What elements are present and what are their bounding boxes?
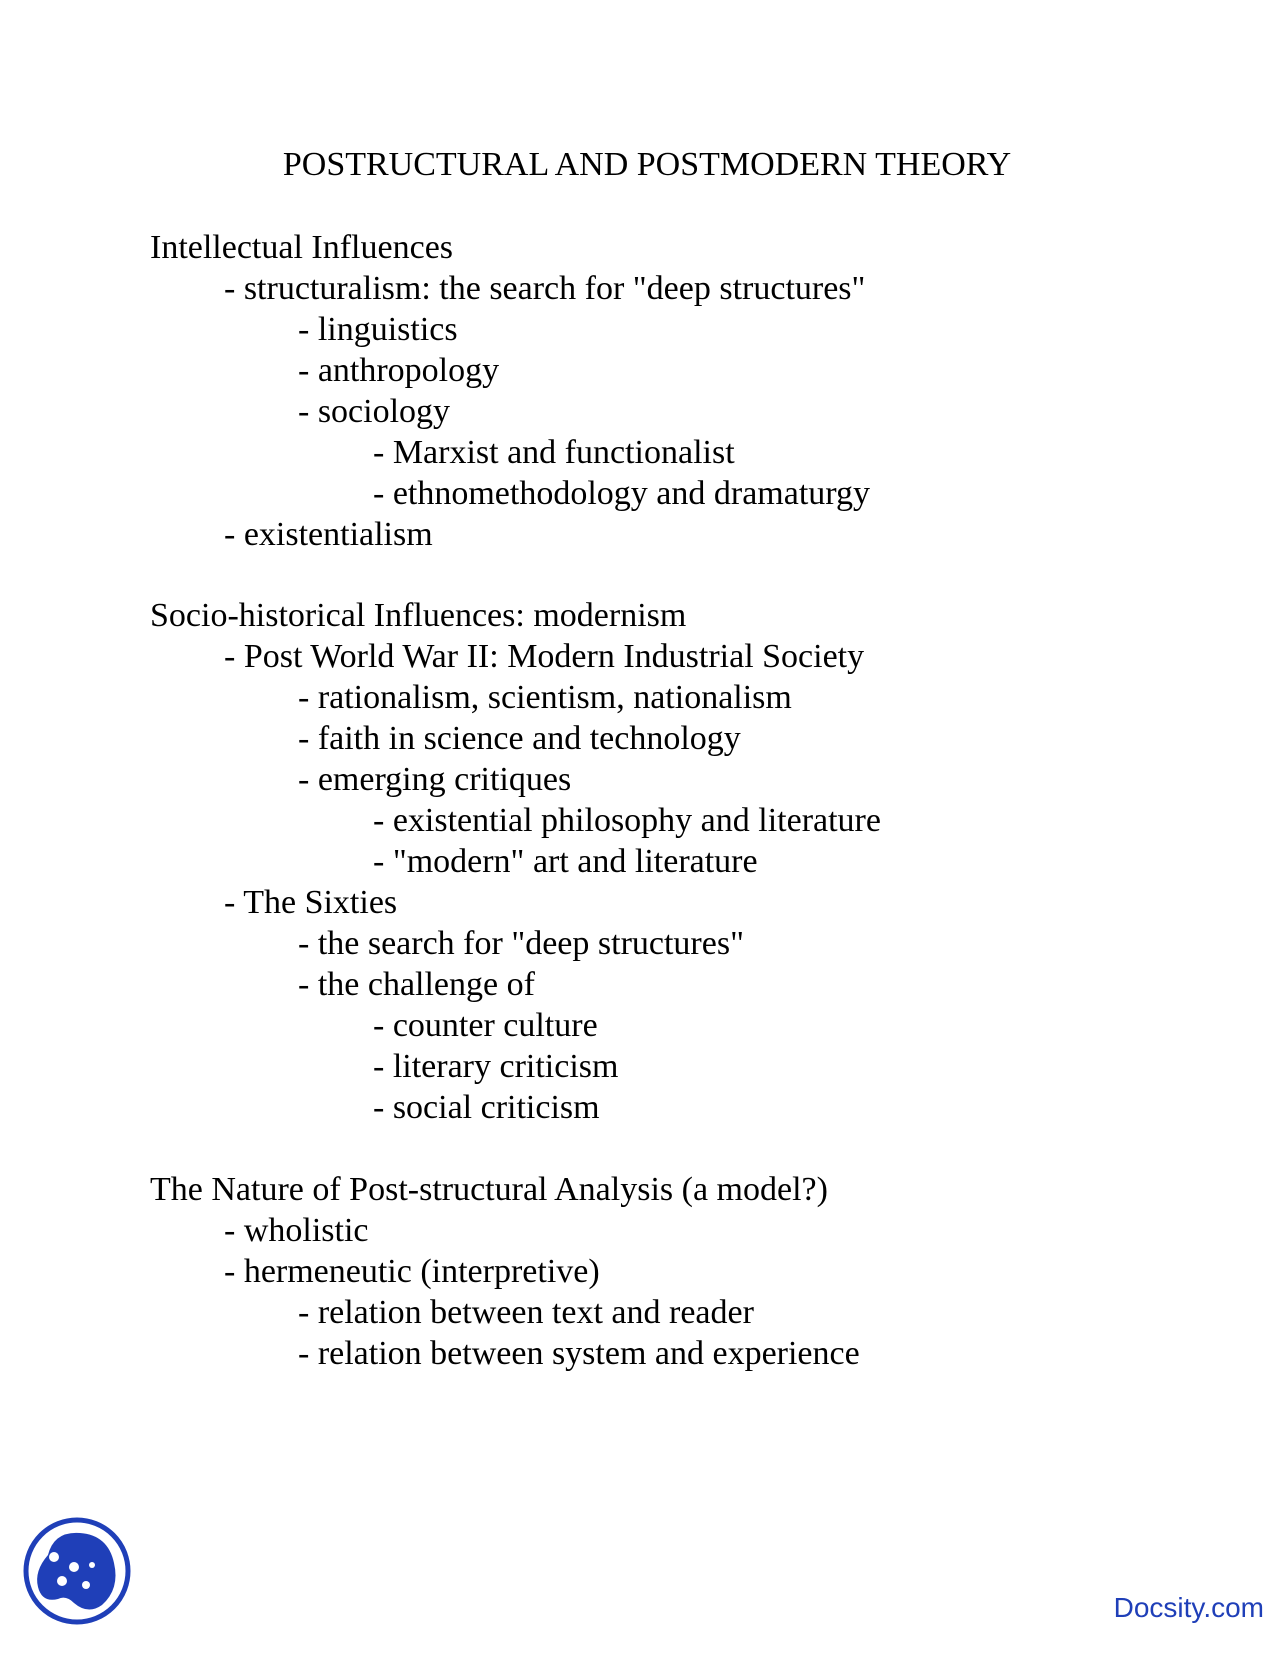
outline-item: - hermeneutic (interpretive) <box>224 1253 600 1290</box>
outline-item: - relation between text and reader <box>298 1294 754 1331</box>
section-heading: The Nature of Post-structural Analysis (a model?) <box>150 1171 828 1208</box>
outline-item: - rationalism, scientism, nationalism <box>298 679 792 716</box>
outline-item: - literary criticism <box>373 1048 619 1085</box>
outline-item: - existential philosophy and literature <box>373 802 881 839</box>
outline-item: - relation between system and experience <box>298 1335 860 1372</box>
section-heading: Intellectual Influences <box>150 229 454 266</box>
outline-item: - structuralism: the search for "deep structures" <box>224 270 866 307</box>
outline-item: - linguistics <box>298 311 458 348</box>
outline-item: - Marxist and functionalist <box>373 434 735 471</box>
document-title: POSTRUCTURAL AND POSTMODERN THEORY <box>282 146 1012 183</box>
outline-item: - emerging critiques <box>298 761 572 798</box>
section-heading: Socio-historical Influences: modernism <box>150 597 687 634</box>
outline-item: - Post World War II: Modern Industrial Society <box>224 638 865 675</box>
outline-item: - social criticism <box>373 1089 600 1126</box>
outline-item: - existentialism <box>224 516 433 553</box>
docsity-brand-link[interactable]: Docsity.com <box>1113 1592 1264 1623</box>
outline-item: - "modern" art and literature <box>373 843 758 880</box>
outline-item: - the challenge of <box>298 966 535 1003</box>
outline-item: - faith in science and technology <box>298 720 741 757</box>
outline-item: - wholistic <box>224 1212 369 1249</box>
outline-item: - the search for "deep structures" <box>298 925 744 962</box>
docsity-logo-icon[interactable] <box>22 1515 132 1627</box>
outline-item: - sociology <box>298 393 451 430</box>
outline-item: - anthropology <box>298 352 500 389</box>
outline-item: - ethnomethodology and dramaturgy <box>373 475 870 512</box>
outline-item: - The Sixties <box>224 884 398 921</box>
outline-item: - counter culture <box>373 1007 598 1044</box>
